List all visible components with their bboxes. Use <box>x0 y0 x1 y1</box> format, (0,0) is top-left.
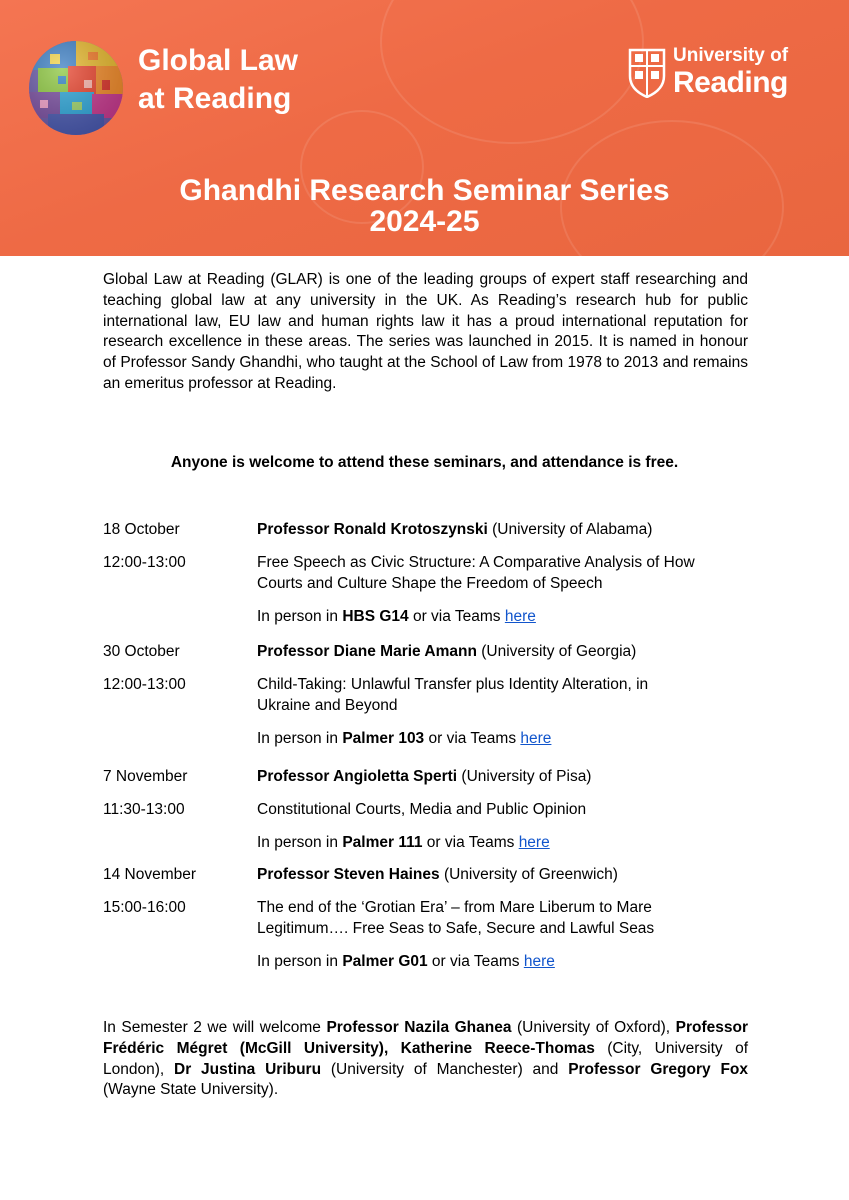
seminar-time: 12:00-13:00 <box>103 554 186 571</box>
seminar-title-line2: Ukraine and Beyond <box>257 696 398 714</box>
outro-text: In Semester 2 we will welcome <box>103 1019 327 1036</box>
venue-suffix: or via Teams <box>424 730 521 747</box>
speaker-affiliation: (University of Alabama) <box>487 521 653 538</box>
series-title-line2: 2024-25 <box>369 205 480 238</box>
venue-prefix: In person in <box>257 730 343 747</box>
speaker-name: Professor Angioletta Sperti <box>257 768 458 785</box>
outro-speaker: Dr Justina Uriburu <box>174 1060 322 1078</box>
outro-text: (University of Oxford), <box>511 1019 676 1036</box>
speaker-affiliation: (University of Pisa) <box>457 768 592 785</box>
welcome-statement: Anyone is welcome to attend these seminars, and attendance is free. <box>170 454 679 471</box>
speaker-name: Professor Diane Marie Amann <box>257 643 477 660</box>
series-title <box>0 175 849 237</box>
seminar-title-line2: Legitimum…. Free Seas to Safe, Secure and Lawful Seas <box>257 919 655 937</box>
seminar-title <box>257 553 757 595</box>
semester-2-paragraph <box>103 1018 748 1101</box>
header-banner <box>0 0 849 256</box>
venue-room: Palmer G01 <box>342 953 428 970</box>
seminar-title <box>257 800 757 821</box>
glar-globe-logo <box>28 40 124 136</box>
seminar-date: 7 November <box>103 768 188 785</box>
outro-speaker: Professor Gregory Fox <box>568 1060 748 1078</box>
outro-text: (City, University of London), <box>103 1039 749 1078</box>
outro-text: (Wayne State University). <box>103 1081 279 1099</box>
embossed-decoration <box>380 0 644 144</box>
speaker-affiliation: (University of Georgia) <box>476 643 637 660</box>
university-crest-icon <box>628 48 666 98</box>
seminar-venue <box>257 952 757 973</box>
venue-prefix: In person in <box>257 834 343 851</box>
venue-room: HBS G14 <box>342 608 409 625</box>
seminar-speaker-line <box>257 520 757 541</box>
teams-link[interactable]: here <box>518 834 550 851</box>
teams-link[interactable]: here <box>520 730 552 747</box>
venue-suffix: or via Teams <box>408 608 505 625</box>
venue-suffix: or via Teams <box>422 834 519 851</box>
seminar-time: 15:00-16:00 <box>103 899 186 916</box>
outro-speaker: Professor Nazila Ghanea <box>326 1019 512 1036</box>
venue-suffix: or via Teams <box>427 953 524 970</box>
venue-prefix: In person in <box>257 953 343 970</box>
seminar-title-line1: Free Speech as Civic Structure: A Comparative Analysis of How <box>257 554 695 571</box>
seminar-title-line2: Courts and Culture Shape the Freedom of Speech <box>257 574 603 592</box>
seminar-speaker-line <box>257 767 757 788</box>
glar-title-line1: Global Law <box>138 44 299 77</box>
series-title-line1: Ghandhi Research Seminar Series <box>179 174 670 207</box>
seminar-title <box>257 675 757 717</box>
venue-room: Palmer 103 <box>342 730 425 747</box>
glar-title-line2: at Reading <box>138 82 292 115</box>
seminar-title <box>257 898 757 940</box>
speaker-name: Professor Steven Haines <box>257 866 440 883</box>
outro-speaker: Professor Frédéric Mégret (McGill University), Katherine Reece-Thomas <box>103 1019 748 1057</box>
seminar-date: 18 October <box>103 521 180 538</box>
teams-link[interactable]: here <box>523 953 555 970</box>
venue-room: Palmer 111 <box>342 834 423 851</box>
university-line2: Reading <box>673 66 788 99</box>
seminar-time: 12:00-13:00 <box>103 676 186 693</box>
seminar-title-line1: Child-Taking: Unlawful Transfer plus Identity Alteration, in <box>257 676 649 693</box>
outro-text: (University of Manchester) and <box>321 1060 569 1078</box>
seminar-date: 30 October <box>103 643 180 660</box>
speaker-name: Professor Ronald Krotoszynski <box>257 521 488 538</box>
venue-prefix: In person in <box>257 608 343 625</box>
seminar-venue <box>257 729 757 750</box>
glar-title <box>138 42 298 118</box>
teams-link[interactable]: here <box>504 608 536 625</box>
seminar-time: 11:30-13:00 <box>103 801 185 818</box>
seminar-venue <box>257 833 757 854</box>
university-wordmark <box>673 45 788 99</box>
seminar-venue <box>257 607 757 628</box>
seminar-speaker-line <box>257 642 757 663</box>
seminar-date: 14 November <box>103 866 197 883</box>
university-line1: University of <box>673 45 789 66</box>
speaker-affiliation: (University of Greenwich) <box>439 866 618 883</box>
seminar-title-line1: Constitutional Courts, Media and Public Opinion <box>257 801 587 818</box>
intro-paragraph: Global Law at Reading (GLAR) is one of the leading groups of expert staff researching and teaching global law at any university in the UK. As Reading’s research hub for public international law, EU law and human rights law it has a proud international reputation for research excellence in these areas. The series was launched in 2015. It is named in honour of Professor Sandy Ghandhi, who taught at the School of Law from 1978 to 2013 and remains an emeritus professor at Reading. <box>103 271 748 392</box>
seminar-title-line1: The end of the ‘Grotian Era’ – from Mare Liberum to Mare <box>257 899 652 916</box>
seminar-speaker-line <box>257 865 757 886</box>
